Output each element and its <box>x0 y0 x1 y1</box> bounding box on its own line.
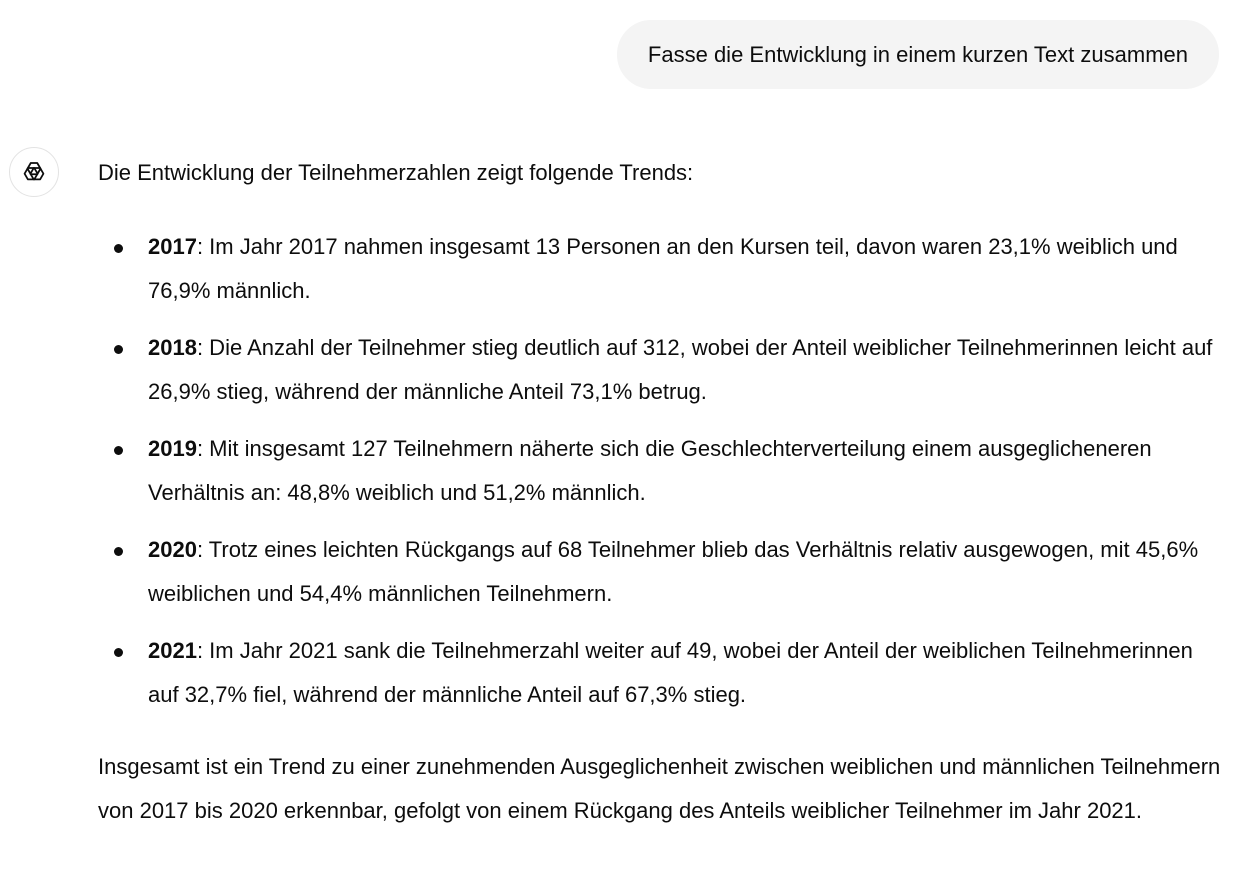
list-item-year: 2020 <box>148 537 197 562</box>
list-item <box>148 225 1223 313</box>
list-item-year: 2017 <box>148 234 197 259</box>
list-item-text: : Die Anzahl der Teilnehmer stieg deutlich auf 312, wobei der Anteil weiblicher Teilnehmerinnen leicht auf 26,9% stieg, während der männliche Anteil 73,1% betrug. <box>148 335 1213 404</box>
list-item <box>148 629 1223 717</box>
user-message-text: Fasse die Entwicklung in einem kurzen Text zusammen <box>647 41 1188 67</box>
assistant-message <box>98 151 1223 833</box>
list-item <box>148 528 1223 616</box>
assistant-avatar <box>9 147 59 197</box>
list-item-text: : Trotz eines leichten Rückgangs auf 68 Teilnehmer blieb das Verhältnis relativ ausgewogen, mit 45,6% weiblichen und 54,4% männlichen Teilnehmern. <box>148 537 1199 606</box>
list-item-text: : Im Jahr 2021 sank die Teilnehmerzahl weiter auf 49, wobei der Anteil der weiblichen Teilnehmerinnen auf 32,7% fiel, während der männliche Anteil auf 67,3% stieg. <box>148 638 1193 707</box>
assistant-intro: Die Entwicklung der Teilnehmerzahlen zeigt folgende Trends: <box>98 160 694 185</box>
assistant-conclusion: Insgesamt ist ein Trend zu einer zunehmenden Ausgeglichenheit zwischen weiblichen und männlichen Teilnehmern von 2017 bis 2020 erkennbar, gefolgt von einem Rückgang des Anteils weiblicher Teilnehmer im Jahr 2021. <box>98 754 1221 823</box>
list-item-year: 2018 <box>148 335 197 360</box>
openai-logo-icon <box>19 157 49 187</box>
list-item-text: : Im Jahr 2017 nahmen insgesamt 13 Personen an den Kursen teil, davon waren 23,1% weiblich und 76,9% männlich. <box>148 234 1178 303</box>
list-item <box>148 326 1223 414</box>
trend-list <box>98 225 1223 717</box>
list-item-text: : Mit insgesamt 127 Teilnehmern näherte sich die Geschlechterverteilung einem ausgeglicheneren Verhältnis an: 48,8% weiblich und 51,2% männlich. <box>148 436 1152 505</box>
user-message-bubble <box>617 20 1219 89</box>
list-item <box>148 427 1223 515</box>
list-item-year: 2019 <box>148 436 197 461</box>
list-item-year: 2021 <box>148 638 197 663</box>
